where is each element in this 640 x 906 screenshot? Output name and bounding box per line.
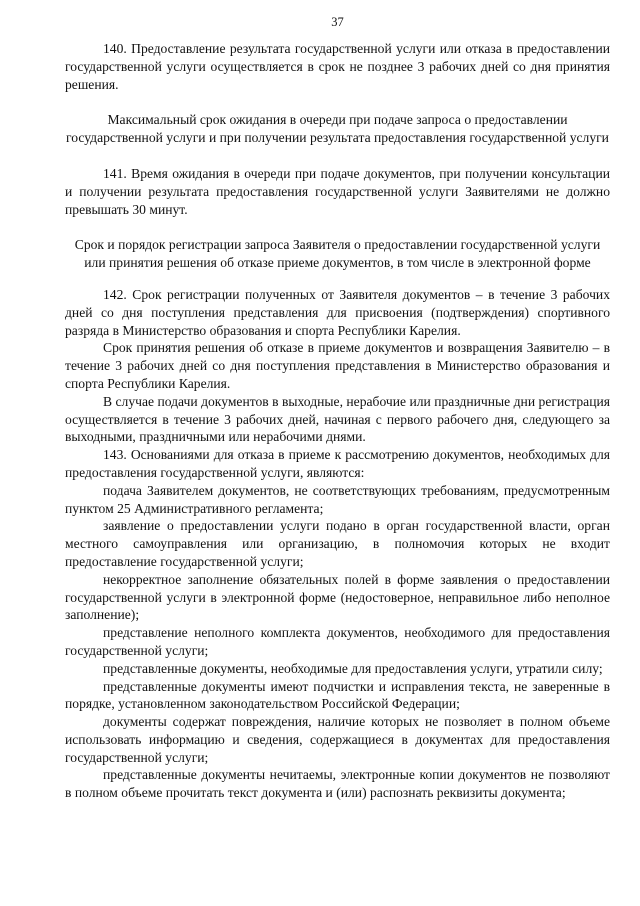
list-item-ground: заявление о предоставлении услуги подано в орган государственной власти, орган местного самоуправления или организацию, в полномочия которых не входит предоставление государственной услуги;: [65, 518, 610, 569]
paragraph-141: 141. Время ожидания в очереди при подаче документов, при получении консультации и получении результата предоставления государственной услуги Заявителями не должно превышать 30 минут.: [65, 165, 610, 217]
section-heading-registration: Срок и порядок регистрации запроса Заявителя о предоставлении государственной услуги или принятия решения об отказе приеме документов, в том числе в электронной форме: [74, 237, 601, 271]
paragraph-weekend-registration: В случае подачи документов в выходные, нерабочие или праздничные дни регистрация осуществляется в течение 3 рабочих дней, начиная с первого рабочего дня, следующего за выходными, праздничными или нерабочими днями.: [65, 393, 610, 445]
list-item-ground: представленные документы нечитаемы, электронные копии документов не позволяют в полном объеме прочитать текст документа и (или) распознать реквизиты документа;: [65, 767, 610, 801]
page-number: 37: [331, 15, 344, 29]
list-item-ground: документы содержат повреждения, наличие которых не позволяет в полном объеме использовать информацию и сведения, содержащиеся в документах для предоставления государственной услуги;: [65, 714, 610, 765]
section-heading-queue-time: Максимальный срок ожидания в очереди при подаче запроса о предоставлении государственной услуги и при получении результата предоставления государственной услуги: [66, 112, 609, 146]
list-item-ground: представленные документы, необходимые для предоставления услуги, утратили силу;: [103, 660, 603, 676]
paragraph-140: 140. Предоставление результата государственной услуги или отказа в предоставлении государственной услуги осуществляется в срок не позднее 3 рабочих дней со дня принятия решения.: [65, 41, 610, 92]
paragraph-143: 143. Основаниями для отказа в приеме к рассмотрению документов, необходимых для предоставления государственной услуги, являются:: [65, 447, 610, 480]
list-item-ground: подача Заявителем документов, не соответствующих требованиям, предусмотренным пунктом 25 Административного регламента;: [65, 482, 610, 516]
paragraph-refusal-term: Срок принятия решения об отказе в приеме документов и возвращения Заявителю – в течение 3 рабочих дней со дня поступления представления в Министерство образования и спорта Республики Карелия.: [65, 340, 610, 391]
list-item-ground: некорректное заполнение обязательных полей в форме заявления о предоставлении государственной услуги в электронной форме (недостоверное, неправильное либо неполное заполнение);: [65, 571, 610, 623]
list-item-ground: представленные документы имеют подчистки и исправления текста, не заверенные в порядке, установленном законодательством Российской Федерации;: [65, 678, 610, 712]
list-item-ground: представление неполного комплекта документов, необходимого для предоставления государственной услуги;: [65, 625, 610, 658]
paragraph-142: 142. Срок регистрации полученных от Заявителя документов – в течение 3 рабочих дней со дня поступления представления для присвоения (подтверждения) спортивного разряда в Министерство образования и спорта Республики Карелия.: [65, 286, 610, 338]
